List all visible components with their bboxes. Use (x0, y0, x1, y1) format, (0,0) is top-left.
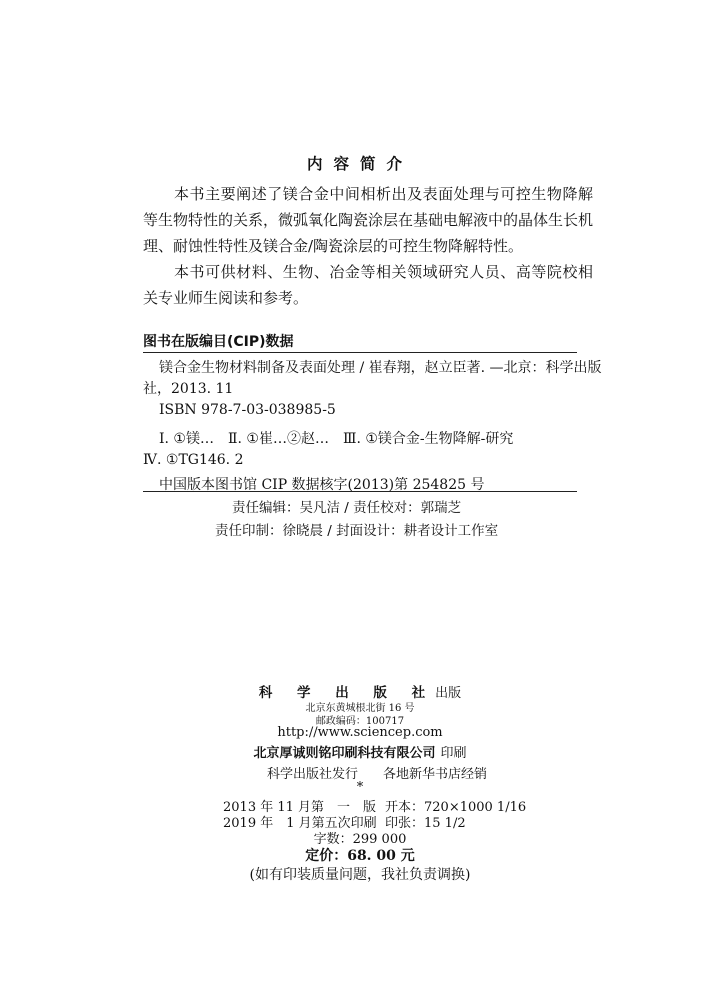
publisher-address: 北京东黄城根北街 16 号 (305, 703, 415, 714)
publisher-suffix: 出版 (435, 686, 462, 701)
price: 定价：68. 00 元 (305, 848, 415, 864)
edition-info: 2013 年 11 月第 一 版 (223, 800, 377, 815)
cip-title-line: 镁合金生物材料制备及表面处理 / 崔春翔，赵立臣著. —北京：科学出版 (159, 360, 602, 376)
word-count: 字数：299 000 (313, 832, 407, 847)
cip-heading: 图书在版编目(CIP)数据 (143, 334, 294, 350)
summary-body (143, 181, 593, 311)
cip-subject-line: Ⅰ. ①镁… Ⅱ. ①崔…②赵… Ⅲ. ①镁合金-生物降解-研究 (159, 431, 514, 447)
format-info: 开本：720×1000 1/16 (385, 800, 527, 815)
printer-line (0, 742, 720, 761)
printer-suffix: 印刷 (440, 746, 467, 761)
publisher-name: 科 学 出 版 社 (258, 685, 436, 701)
publisher-line (0, 681, 720, 701)
cip-title-line: 社，2013. 11 (143, 381, 234, 397)
publisher-website: http://www.sciencep.com (277, 725, 443, 740)
publisher-postcode: 邮政编码：100717 (315, 716, 405, 727)
cip-isbn: ISBN 978-7-03-038985-5 (159, 402, 336, 418)
cip-record (143, 358, 602, 496)
summary-paragraph: 本书主要阐述了镁合金中间相析出及表面处理与可控生物降解等生物特性的关系，微弧氧化陶瓷涂层在基础电解液中的晶体生长机理、耐蚀性特性及镁合金/陶瓷涂层的可控生物降解特性。 (143, 185, 594, 255)
printing-info: 2019 年 1 月第五次印刷 (223, 816, 377, 831)
distributor: 科学出版社发行 (267, 767, 359, 782)
cip-verification: 中国版本图书馆 CIP 数据核字(2013)第 254825 号 (159, 477, 485, 493)
sheets-info: 印张：15 1/2 (385, 816, 466, 831)
quality-notice: (如有印装质量问题，我社负责调换) (249, 867, 471, 883)
printer-name: 北京厚诚则铭印刷科技有限公司 (253, 746, 436, 761)
summary-paragraph: 本书可供材料、生物、冶金等相关领域研究人员、高等院校相关专业师生阅读和参考。 (143, 263, 593, 307)
seller: 各地新华书店经销 (383, 767, 488, 782)
cip-subject-line: Ⅳ. ①TG146. 2 (143, 452, 244, 468)
credits-production: 责任印制：徐晓晨 / 封面设计：耕者设计工作室 (215, 523, 499, 539)
summary-title: 内容简介 (306, 155, 413, 173)
separator-asterisk: * (356, 780, 364, 795)
cip-top-divider (143, 352, 577, 353)
cip-bottom-divider (143, 491, 577, 492)
credits-editors: 责任编辑：吴凡洁 / 责任校对：郭瑞芝 (232, 500, 462, 516)
